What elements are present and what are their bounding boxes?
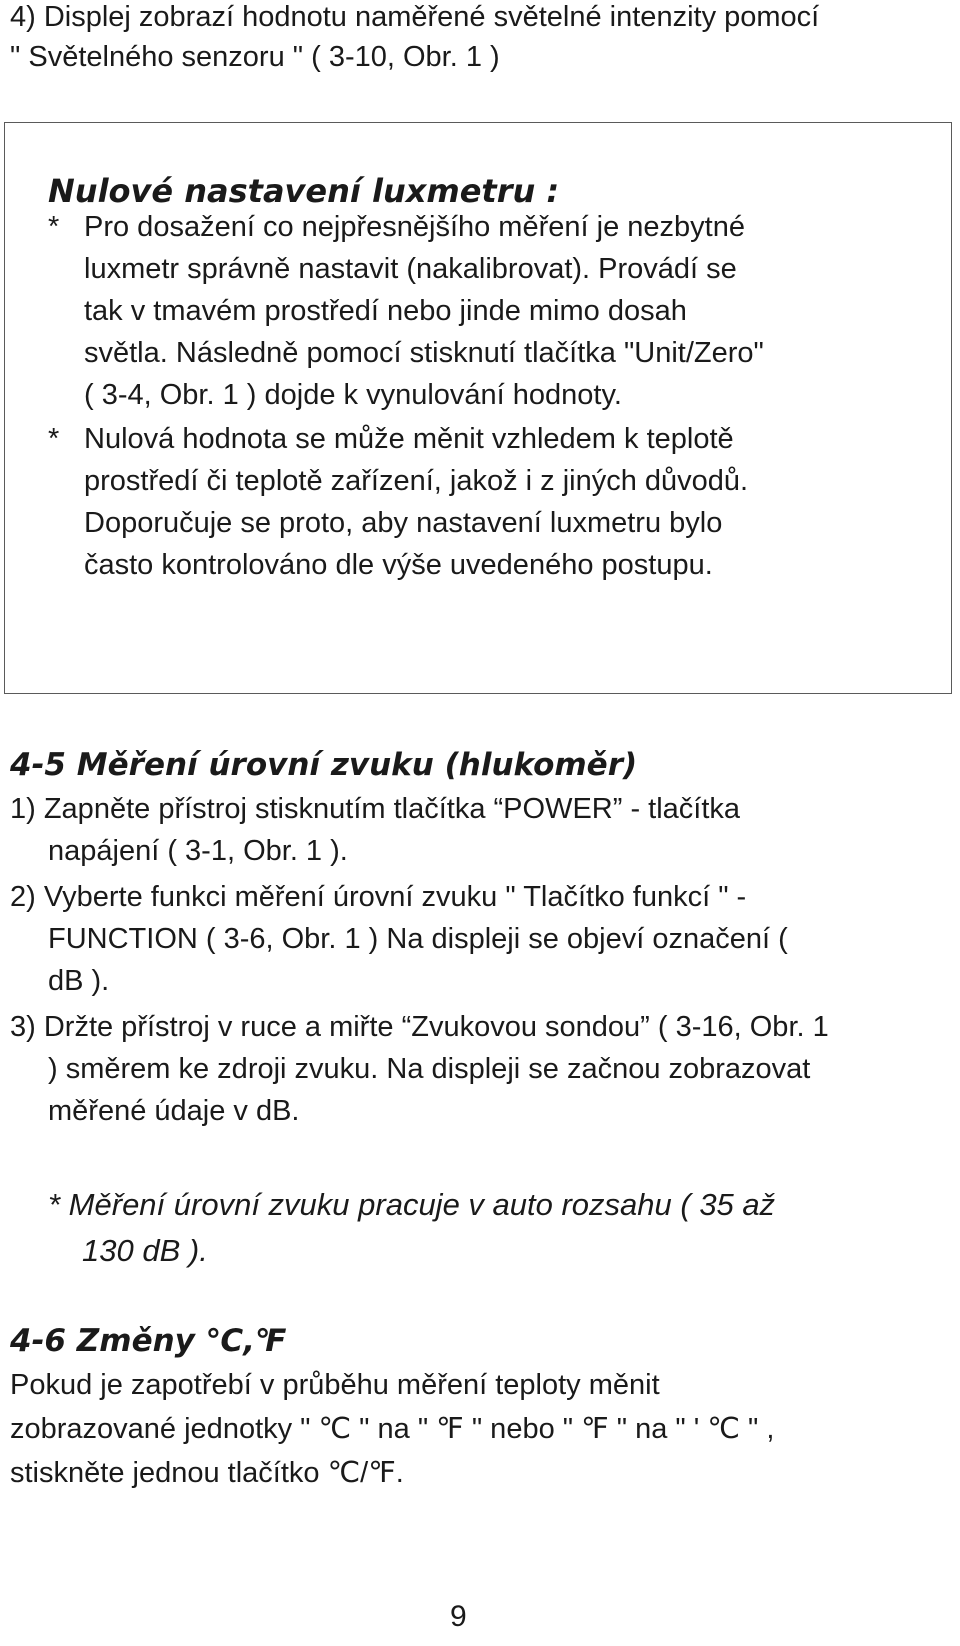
box-text-line: Nulová hodnota se může měnit vzhledem k teplotě	[84, 423, 734, 455]
intro-line: 4) Displej zobrazí hodnotu naměřené světelné intenzity pomocí	[10, 1, 820, 33]
box-bullet	[48, 422, 734, 456]
box-text-line: ( 3-4, Obr. 1 ) dojde k vynulování hodnoty.	[84, 379, 622, 411]
box-bullet	[48, 210, 745, 244]
step-line: měřené údaje v dB.	[48, 1095, 300, 1127]
range-note: 130 dB ).	[82, 1233, 208, 1268]
box-text-line: Pro dosažení co nejpřesnějšího měření je nezbytné	[84, 211, 745, 243]
page-number: 9	[450, 1600, 467, 1633]
paragraph-line: zobrazované jednotky " ℃ " na " ℉ " nebo " ℉ " na " ' ℃ " ,	[10, 1413, 775, 1445]
step-line: 3) Držte přístroj v ruce a miřte “Zvukovou sondou” ( 3-16, Obr. 1	[10, 1011, 829, 1043]
paragraph-line: Pokud je zapotřebí v průběhu měření teploty měnit	[10, 1369, 660, 1401]
section-heading-units: 4-6 Změny ℃,℉	[10, 1323, 285, 1359]
section-heading-sound: 4-5 Měření úrovní zvuku (hlukoměr)	[10, 747, 638, 783]
bullet-star: *	[48, 423, 60, 455]
range-note: * Měření úrovní zvuku pracuje v auto rozsahu ( 35 až	[48, 1187, 776, 1222]
step-line: FUNCTION ( 3-6, Obr. 1 ) Na displeji se objeví označení (	[48, 923, 788, 955]
box-text-line: prostředí či teplotě zařízení, jakož i z jiných důvodů.	[84, 465, 749, 497]
box-text-line: Doporučuje se proto, aby nastavení luxmetru bylo	[84, 507, 723, 539]
step-line: ) směrem ke zdroji zvuku. Na displeji se začnou zobrazovat	[48, 1053, 811, 1085]
paragraph-line: stiskněte jednou tlačítko ℃/℉.	[10, 1457, 404, 1489]
bullet-star: *	[48, 211, 60, 243]
box-text-line: často kontrolováno dle výše uvedeného postupu.	[84, 549, 713, 581]
step-line: 2) Vyberte funkci měření úrovní zvuku " Tlačítko funkcí " -	[10, 881, 747, 913]
step-line: dB ).	[48, 965, 110, 997]
box-text-line: tak v tmavém prostředí nebo jinde mimo dosah	[84, 295, 687, 327]
box-text-line: luxmetr správně nastavit (nakalibrovat). Provádí se	[84, 253, 737, 285]
step-line: napájení ( 3-1, Obr. 1 ).	[48, 835, 348, 867]
intro-line: " Světelného senzoru " ( 3-10, Obr. 1 )	[10, 41, 500, 73]
box-text-line: světla. Následně pomocí stisknutí tlačítka "Unit/Zero"	[84, 337, 764, 369]
zero-setting-title: Nulové nastavení luxmetru :	[48, 172, 560, 210]
step-line: 1) Zapněte přístroj stisknutím tlačítka “POWER” - tlačítka	[10, 793, 741, 825]
